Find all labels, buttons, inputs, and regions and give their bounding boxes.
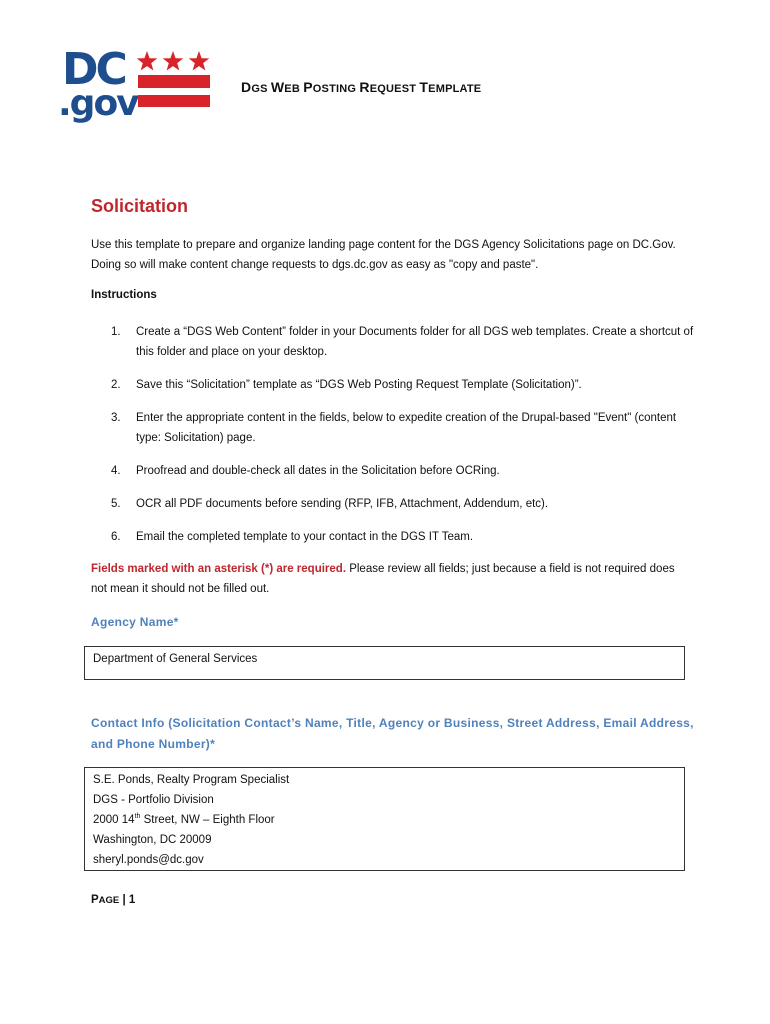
- instruction-item: 2. Save this “Solicitation” template as “DGS Web Posting Request Template (Solicitation)”.: [111, 379, 582, 391]
- dc-gov-logo: [58, 44, 212, 124]
- agency-name-field[interactable]: [84, 646, 685, 680]
- logo-gov-text: .gov: [58, 83, 138, 124]
- contact-line: sheryl.ponds@dc.gov: [93, 854, 204, 866]
- document-title: DGS WEB POSTING REQUEST TEMPLATE: [241, 79, 482, 95]
- contact-line: DGS - Portfolio Division: [93, 794, 214, 806]
- required-fields-note: [91, 559, 681, 599]
- instruction-item: 1. Create a “DGS Web Content” folder in your Documents folder for all DGS web templates. Create a shortcut of this folder and place on your desktop.: [111, 326, 694, 358]
- instruction-item: 4. Proofread and double-check all dates in the Solicitation before OCRing.: [111, 465, 500, 477]
- contact-address-line: 2000 14th Street, NW – Eighth Floor: [93, 813, 275, 826]
- agency-name-value: Department of General Services: [93, 653, 258, 665]
- instruction-item: 3. Enter the appropriate content in the fields, below to expedite creation of the Drupal-based "Event" (content type: Solicitation) page.: [111, 412, 677, 444]
- required-note-bold: Fields marked with an asterisk (*) are required.: [91, 563, 347, 575]
- logo-dc-text: DC: [62, 44, 125, 95]
- agency-name-label: Agency Name*: [91, 615, 179, 629]
- section-title: Solicitation: [91, 196, 189, 216]
- flag-bar-top: [138, 75, 210, 88]
- contact-info-label: Contact Info (Solicitation Contact’s Name, Title, Agency or Business, Street Address, Email Address, and Phone Number)*: [91, 716, 694, 751]
- flag-bar-bottom: [138, 95, 210, 107]
- instructions-list: [111, 322, 701, 560]
- page-number-footer: PAGE | 1: [91, 894, 136, 906]
- instruction-item: 6. Email the completed template to your contact in the DGS IT Team.: [111, 531, 474, 543]
- contact-line: S.E. Ponds, Realty Program Specialist: [93, 774, 290, 786]
- contact-line: Washington, DC 20009: [93, 834, 212, 846]
- page-number: 1: [128, 894, 136, 906]
- flag-stars-icon: [135, 50, 211, 72]
- contact-info-field[interactable]: [84, 767, 685, 871]
- intro-paragraph: Use this template to prepare and organize landing page content for the DGS Agency Solicitations page on DC.Gov. Doing so will make content change requests to dgs.dc.gov as easy as "copy and paste".: [91, 239, 676, 271]
- instructions-heading: Instructions: [91, 289, 157, 301]
- required-note-rest: Please review all fields; just because a field is not required does not mean it should not be filled out.: [91, 563, 675, 595]
- instruction-item: 5. OCR all PDF documents before sending (RFP, IFB, Attachment, Addendum, etc).: [111, 498, 549, 510]
